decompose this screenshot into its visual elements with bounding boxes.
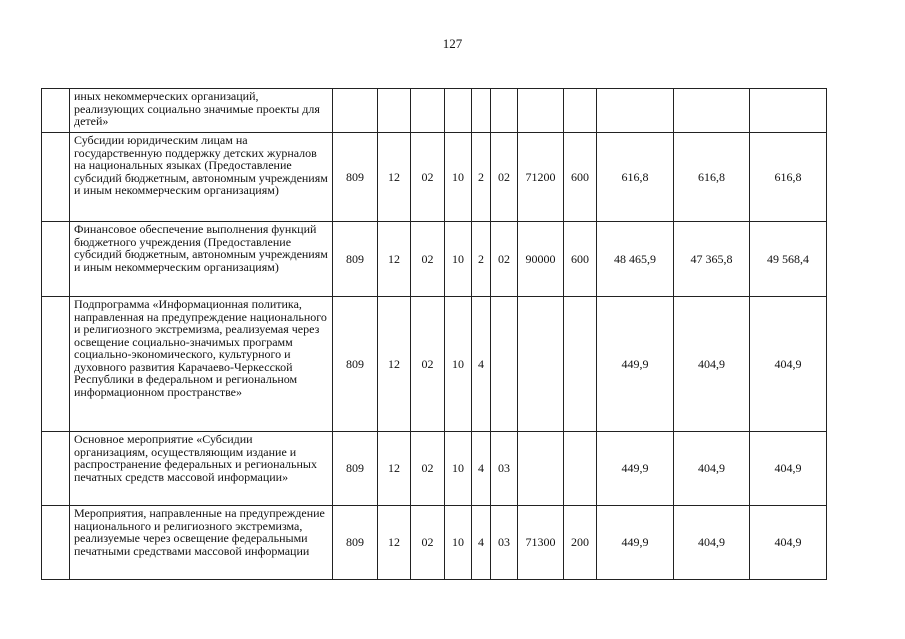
cell-index [42,133,70,222]
cell-y1 [597,89,674,133]
table-row [42,89,827,133]
cell-dir [518,432,564,506]
cell-gov: 809 [333,222,378,297]
cell-dir: 90000 [518,222,564,297]
cell-name: Подпрограмма «Информационная политика, направленная на предупреждение национального и религиозного экстремизма, реализуемая через освещение социально-значимых программ социально-экономического, культурного и духовного развития Карачаево-Черкесской Республики в федеральном и региональном информационном пространстве» [70,297,333,432]
cell-sub: 02 [411,133,445,222]
cell-name: Основное мероприятие «Субсидии организациям, осуществляющим издание и распространение федеральных и региональных печатных средств массовой информации» [70,432,333,506]
cell-subp: 2 [472,222,491,297]
cell-type: 600 [564,222,597,297]
cell-name: Финансовое обеспечение выполнения функций бюджетного учреждения (Предоставление субсидий бюджетным, автономным учреждениям и иным некоммерческим организациям) [70,222,333,297]
cell-main: 03 [491,432,518,506]
cell-type [564,297,597,432]
cell-sec: 12 [378,222,411,297]
cell-prog: 10 [445,432,472,506]
page-number: 127 [442,36,463,51]
cell-type [564,432,597,506]
table-body [42,89,827,580]
cell-index [42,222,70,297]
cell-y3: 49 568,4 [750,222,827,297]
cell-main: 02 [491,133,518,222]
cell-y3: 404,9 [750,506,827,580]
cell-main [491,89,518,133]
cell-sub: 02 [411,222,445,297]
cell-index [42,297,70,432]
cell-type: 600 [564,133,597,222]
budget-table [41,88,827,580]
cell-gov: 809 [333,297,378,432]
cell-dir: 71300 [518,506,564,580]
cell-dir: 71200 [518,133,564,222]
cell-index [42,432,70,506]
cell-dir [518,297,564,432]
cell-y2: 404,9 [674,432,750,506]
cell-y2 [674,89,750,133]
cell-y3 [750,89,827,133]
cell-index [42,89,70,133]
cell-main: 02 [491,222,518,297]
cell-sec: 12 [378,133,411,222]
cell-sub: 02 [411,506,445,580]
table-row [42,506,827,580]
cell-subp: 4 [472,297,491,432]
cell-y3: 404,9 [750,432,827,506]
cell-y1: 449,9 [597,297,674,432]
cell-prog: 10 [445,297,472,432]
cell-gov [333,89,378,133]
cell-sec: 12 [378,297,411,432]
cell-sec: 12 [378,432,411,506]
cell-y1: 449,9 [597,506,674,580]
cell-subp: 4 [472,506,491,580]
cell-gov: 809 [333,432,378,506]
cell-prog [445,89,472,133]
cell-sub [411,89,445,133]
cell-type [564,89,597,133]
cell-main [491,297,518,432]
cell-sec: 12 [378,506,411,580]
cell-subp [472,89,491,133]
cell-prog: 10 [445,506,472,580]
cell-y2: 47 365,8 [674,222,750,297]
cell-y1: 48 465,9 [597,222,674,297]
table-row [42,133,827,222]
cell-y3: 616,8 [750,133,827,222]
cell-name: Мероприятия, направленные на предупреждение национального и религиозного экстремизма, реализуемые через освещение федеральными печатными средствами массовой информации [70,506,333,580]
cell-prog: 10 [445,222,472,297]
cell-prog: 10 [445,133,472,222]
cell-gov: 809 [333,506,378,580]
cell-y2: 616,8 [674,133,750,222]
cell-name: иных некоммерческих организаций, реализующих социально значимые проекты для детей» [70,89,333,133]
cell-y2: 404,9 [674,297,750,432]
cell-y2: 404,9 [674,506,750,580]
cell-name: Субсидии юридическим лицам на государственную поддержку детских журналов на национальных языках (Предоставление субсидий бюджетным, автономным учреждениям и иным некоммерческим организациям) [70,133,333,222]
cell-y1: 449,9 [597,432,674,506]
cell-gov: 809 [333,133,378,222]
cell-type: 200 [564,506,597,580]
cell-y1: 616,8 [597,133,674,222]
cell-subp: 4 [472,432,491,506]
cell-dir [518,89,564,133]
cell-sub: 02 [411,297,445,432]
cell-y3: 404,9 [750,297,827,432]
table-row [42,297,827,432]
cell-sub: 02 [411,432,445,506]
cell-subp: 2 [472,133,491,222]
cell-main: 03 [491,506,518,580]
cell-index [42,506,70,580]
cell-sec [378,89,411,133]
table-row [42,432,827,506]
table-row [42,222,827,297]
